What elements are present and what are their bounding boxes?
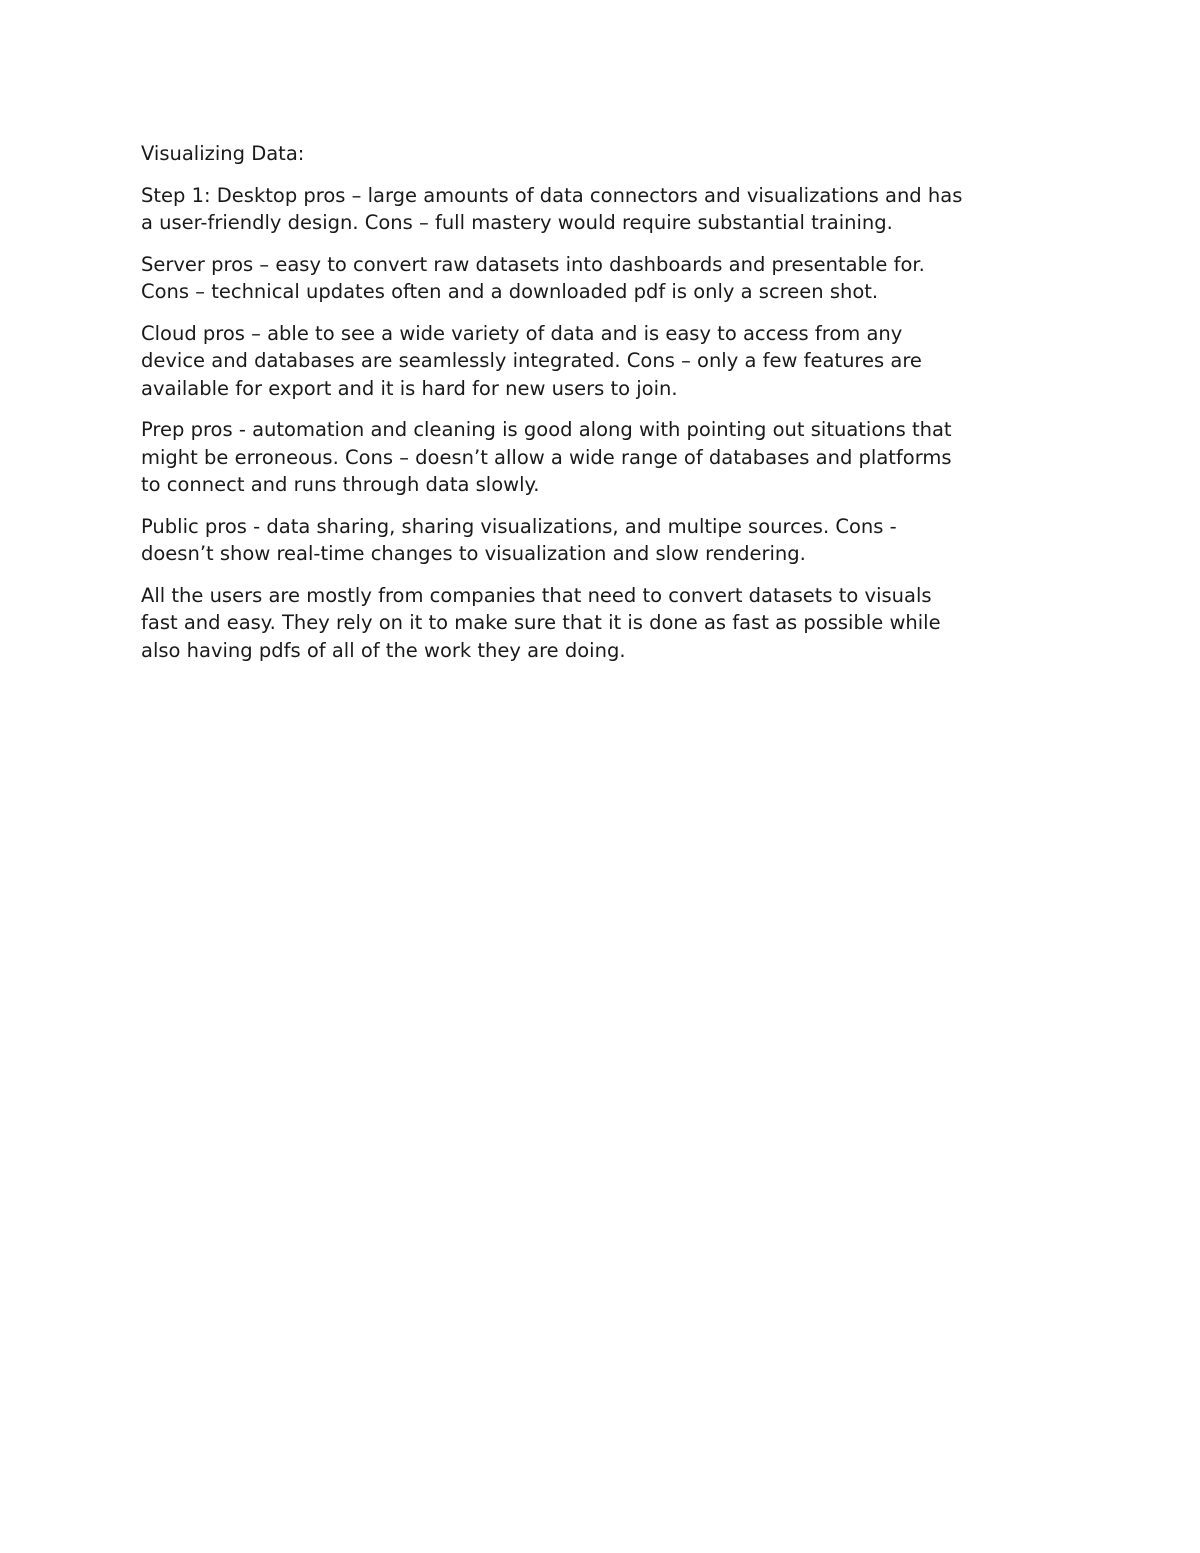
paragraph-line: Server pros – easy to convert raw datasets into dashboards and presentable for. xyxy=(141,252,925,276)
paragraph-desktop xyxy=(141,182,1061,237)
paragraph-line: doesn’t show real-time changes to visualization and slow rendering. xyxy=(141,542,806,565)
paragraph-line: device and databases are seamlessly integrated. Cons – only a few features are xyxy=(141,349,922,372)
paragraph-line: Public pros - data sharing, sharing visualizations, and multipe sources. Cons - xyxy=(141,514,897,538)
paragraph-line: a user-friendly design. Cons – full mastery would require substantial training. xyxy=(141,211,893,234)
paragraph-users xyxy=(141,582,1061,665)
document-heading: Visualizing Data: xyxy=(141,142,305,165)
paragraph-public xyxy=(141,513,1061,568)
paragraph-cloud xyxy=(141,320,1061,403)
paragraph-line: might be erroneous. Cons – doesn’t allow a wide range of databases and platforms xyxy=(141,445,952,469)
paragraph-line: Cloud pros – able to see a wide variety of data and is easy to access from any xyxy=(141,321,903,345)
paragraph-line: fast and easy. They rely on it to make sure that it is done as fast as possible while xyxy=(141,611,941,634)
document-body xyxy=(141,140,1061,678)
paragraph-prep xyxy=(141,416,1061,499)
paragraph-server xyxy=(141,251,1061,306)
paragraph-line: All the users are mostly from companies that need to convert datasets to visuals xyxy=(141,583,932,607)
paragraph-line: also having pdfs of all of the work they are doing. xyxy=(141,638,626,662)
paragraph-line: available for export and it is hard for new users to join. xyxy=(141,376,678,400)
paragraph-line: Step 1: Desktop pros – large amounts of data connectors and visualizations and has xyxy=(141,183,963,207)
paragraph-line: to connect and runs through data slowly. xyxy=(141,473,540,496)
paragraph-line: Cons – technical updates often and a downloaded pdf is only a screen shot. xyxy=(141,280,879,303)
paragraph-line: Prep pros - automation and cleaning is good along with pointing out situations that xyxy=(141,418,952,441)
